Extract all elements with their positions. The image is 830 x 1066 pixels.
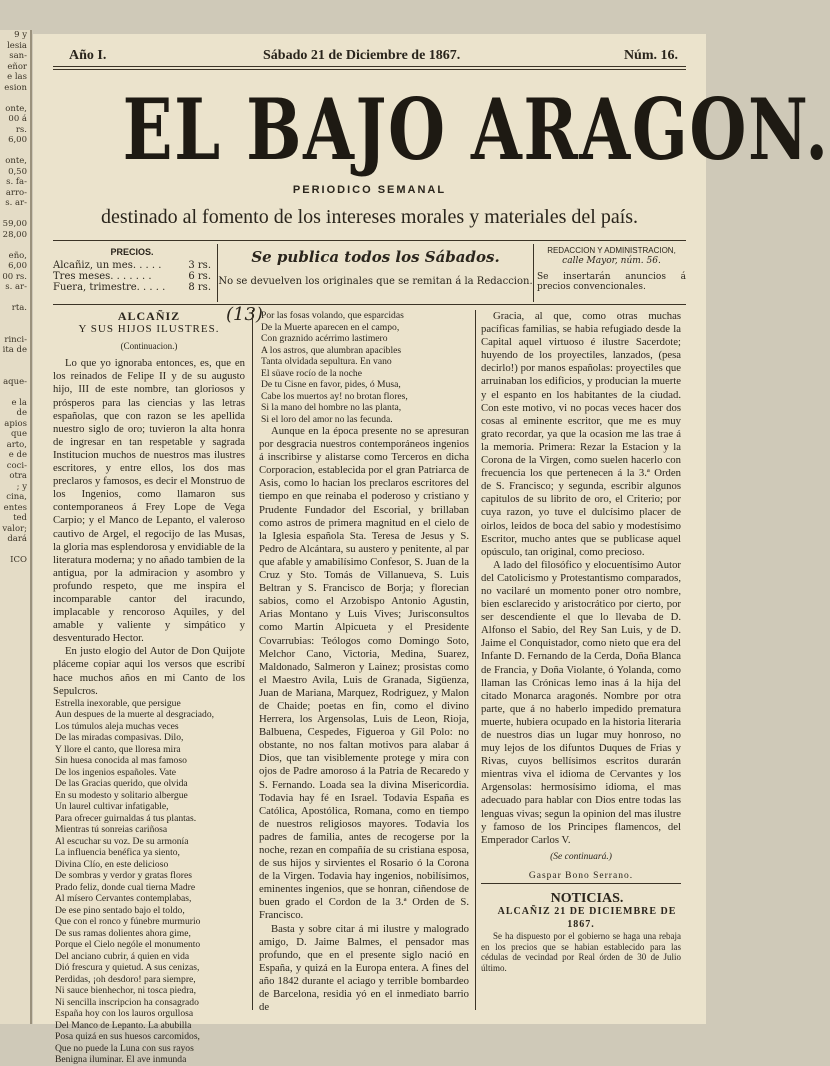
office-title: REDACCION Y ADMINISTRACION, — [547, 246, 676, 255]
poem-line: Aun despues de la muerte al desgraciado, — [55, 709, 215, 721]
previous-page-fragment: 0,50 — [8, 166, 27, 177]
previous-page-fragment: otra — [9, 471, 27, 481]
price-label: Fuera, trimestre. . . . . — [53, 282, 166, 293]
poem-line: La influencia benéfica ya siento, — [55, 847, 180, 859]
poem-line: De sombras y verdor y gratas flores — [55, 870, 192, 882]
previous-page-fragment: arto, — [6, 439, 27, 450]
previous-page-fragment — [0, 314, 30, 325]
poem-line: Para ofrecer guirnaldas á tus plantas. — [55, 812, 197, 824]
previous-page-fragment: aque- — [3, 376, 27, 387]
previous-page-fragment: ita de — [2, 345, 27, 355]
newspaper-page — [33, 34, 830, 1066]
news-item: Se ha dispuesto por el gobierno se haga una rebaja en los precios que se habian establecido para las cédulas de vecindad por Real órden de 30 de Julio último. — [481, 931, 681, 973]
poem-line: Tanta olvidada sepultura. En vano — [261, 356, 392, 367]
poem-line: Un laurel cultivar infatigable, — [55, 801, 169, 813]
poem-line: Si la mano del hombre no las planta, — [261, 402, 402, 413]
poem-line: Mientras tú sonreias cariñosa — [55, 824, 168, 836]
article-paragraph: En justo elogio del Autor de Don Quijote pláceme copiar aqui los versos que escribí hace muchos años en mi Canto de los Sepulcros. — [53, 645, 245, 697]
poem-line: Del anciano cubrir, á quien en vida — [55, 950, 190, 962]
publication-box — [217, 244, 534, 302]
price-value: 6 rs. — [188, 271, 211, 282]
poem-line: De ese pino sentado bajo el toldo, — [55, 904, 185, 916]
publication-schedule: Se publica todos los Sábados. — [251, 248, 500, 266]
previous-page-fragment: san- — [9, 51, 27, 61]
previous-page-fragment: dará — [7, 534, 27, 544]
poem-line: Que con el ronco y fúnebre murmurio — [55, 916, 201, 928]
price-row — [53, 260, 211, 271]
previous-page-fragment: valor; — [2, 523, 27, 534]
poem-line: Y llore el canto, que lloresa mira — [55, 743, 181, 755]
poem-line: Por las fosas volando, que esparcidas — [261, 310, 404, 321]
poem-line: Benigna iluminar. El ave inmunda — [55, 1054, 187, 1066]
poem-line: Porque el Cielo nególe el monumento — [55, 939, 201, 951]
article-paragraph: Gracia, al que, como otras muchas pacíficas familias, se habia refugiado desde la Capital aquel virtuoso é ilustre Sacerdote; huyendo de los proyectiles, lanzados, (pesa decirlo!) por manos españolas: proyectiles que arruinaban los edificios, y producian la muerte y el espanto en los habitantes de la ciudad. Con este motivo, vi no pocas veces hacer dos cosas al eminente escritor, que me es muy grato recordar, ya que la ocasion me las trae á la memoria. Primera: Rezar la Estacion y la Corona de la Virgen, como suelen hacerlo con frecuencia los que pertenecen á la 3.ª Orden de S. Francisco; y segunda, escribir algunos capitulos de su librito de oro, el Criterio; por cuya razon, yo tuve el dulcísimo placer de oirlos, leidos de boca del sabio y modestísimo Escritor, mucho antes que se publicase aquel opúsculo, tan original, como precioso. — [481, 310, 681, 558]
masthead-tagline: destinado al fomento de los intereses morales y materiales del país. — [100, 206, 639, 228]
issue-number: Núm. 16. — [623, 48, 678, 63]
previous-page-fragment: ICO — [10, 555, 27, 565]
previous-page-fragment — [0, 545, 30, 556]
publication-note: No se devuelven los originales que se remitan á la Redaccion. — [218, 276, 533, 287]
poem-line: Al mísero Cervantes contemplabas, — [55, 893, 192, 905]
column-2 — [259, 310, 469, 1014]
office-note: Se insertarán anuncios á precios convencionales. — [537, 272, 686, 292]
poem-line: Posa quizá en sus huesos carcomidos, — [55, 1031, 200, 1043]
previous-page-fragment: s. fa- — [6, 177, 27, 187]
previous-page-fragment: eñor — [7, 61, 27, 72]
previous-page-fragment — [0, 146, 30, 157]
price-row — [53, 282, 211, 293]
prices-box — [53, 244, 211, 302]
price-row — [53, 271, 211, 282]
issue-year: Año I. — [69, 48, 107, 63]
poem-line: El süave rocío de la noche — [261, 367, 362, 379]
poem-line: Estrella inexorable, que persigue — [55, 697, 181, 709]
previous-page-fragment: onte, — [5, 156, 27, 166]
infobar-top-rule — [53, 240, 686, 241]
previous-page-fragment: e la — [11, 397, 27, 408]
poem-line: Si el loro del amor no las fecunda. — [261, 413, 393, 425]
previous-page-fragment: eño, — [8, 250, 27, 261]
previous-page-fragment: 00 á — [8, 114, 27, 124]
news-date-line: ALCAÑIZ 21 DE DICIEMBRE DE 1867. — [497, 906, 677, 931]
previous-page-fragment: ted — [13, 513, 27, 523]
previous-page-fragment: 00 rs. — [2, 271, 27, 282]
previous-page-fragment — [0, 366, 30, 377]
previous-page-fragment: onte, — [5, 103, 27, 114]
article-paragraph: A lado del filosófico y elocuentísimo Autor del Catolicismo y Protestantismo comparados, no vacilaré un momento poner otro nombre, bien esclarecido y aristocrático por cierto, por ser descendiente el que lo llevaba de D. Alfonso el Sabio, del Rey San Luis, y de D. Jaime el Conquistador, como nieto que era del Infante D. Fernando de la Cerda, Doña Blanca de Francia, y Doña Violante, ó Yolanda, como llaman las Crónicas lemo inas á la hija del citado Monarca aragonés. Nombre por otra parte, que á no haberlo impedido prematura muerte, hubiera ocupado en la historia literaria de nuestros dias un lugar muy honroso, no muy lejos de los difuntos Duques de Frias y Rivas, cuyos bellísimos escritos durarán mientras viva el idioma de Cervantes y los Argensolas: hermosísimo idioma, el mas adecuado para hablar con Dios entre todas las lenguas vivas; segun la opinion del mas ilustre y famoso de los Principes flamencos, del Emperador Carlos V. — [481, 558, 681, 846]
previous-page-fragment: cina, — [6, 492, 27, 502]
previous-page-fragment: apios — [4, 418, 27, 429]
previous-page-fragment: que — [11, 429, 27, 439]
previous-page-fragment — [0, 387, 30, 398]
previous-page-fragment: 28,00 — [2, 229, 27, 240]
masthead-title: EL BAJO ARAGON. — [122, 80, 830, 179]
previous-page-fragment — [0, 209, 30, 220]
masthead-subtitle: PERIODICO SEMANAL — [292, 184, 447, 196]
poem-line: Cabe los muertos ay! no brotan flores, — [261, 390, 408, 402]
previous-page-fragment: ; y — [16, 481, 27, 492]
issue-date: Sábado 21 de Diciembre de 1867. — [263, 48, 461, 63]
poem-line: Del Manco de Lepanto. La abubilla — [55, 1019, 192, 1031]
handwritten-page-number: (13) — [226, 304, 263, 325]
article-author: Gaspar Bono Serrano. — [528, 870, 634, 881]
column-divider-2 — [475, 310, 476, 1010]
article-to-be-continued: (Se continuará.) — [550, 851, 612, 862]
poem-line: De las Gracias querido, que olvida — [55, 778, 188, 790]
article-heading: ALCAÑIZ — [117, 309, 181, 323]
previous-page-fragment: s. ar- — [5, 282, 27, 292]
poem-line: De los ingenios españoles. Vate — [55, 766, 177, 778]
price-label: Tres meses. . . . . . . — [53, 271, 152, 282]
poem-line: De sus ramas dolientes ahora gime, — [55, 927, 191, 939]
price-value: 3 rs. — [188, 260, 211, 271]
poem-line: Que no puede la Luna con sus rayos — [55, 1042, 194, 1054]
previous-page-fragment: coci- — [6, 460, 27, 471]
poem-line: Sin huesa conocida al mas famoso — [55, 755, 187, 767]
poem-line: De tu Cisne en favor, pides, ó Musa, — [261, 379, 401, 390]
article-paragraph: Aunque en la época presente no se apresuran por desgracia nuestros contemporáneos ingenios á inscribirse y alistarse como Terceros en dicha Corporacion, establecida por el gran Patriarca de Asis, como lo hacian los preclaros escritores del tiempo en que reinaba el poderoso y cristiano y Prudente Fundador del Escorial, y brillaban como astros de primera magnitud en el cielo de la Iglesia española Sta. Teresa de Jesus y S. Pedro de Alcántara, su austero y penitente, al par que afable y amabilísimo Confesor, S. Juan de la Cruz y Sto. Tomás de Villanueva, S. Luis Beltran y S. Francisco de Borja; y florecian sabios, como el Arzobispo Antonio Agustin, Arias Montano y Luis Vives; Jurisconsultos como Martin Alpicueta y el Presidente Covarrubias: Teólogos como Domingo Soto, Melchor Cano, Victoria, Medina, Suarez, Maldonado, Salmeron y Lainez; prosistas como el Maestro Avila, Luis de Granada, Sigüenza, Juan de Mariana, Marquez, Rodriguez, y Malon de Chaide; poetas en fin, como el divino Herrera, los Argensolas, Luis de Leon, Rioja, Balbuena, Cespedes, Figueroa y Gil Polo: no obstante, no nos faltan motivos para alabar á Dios, que tan visiblemente protege y mira con ojos de Padre amoroso á la Patria de Recaredo y S. Fernando. Loada sea la divina Misericordia. Todavia hay fé en Israel. Todavia España es Católica, Apostólica, Romana, como en tiempo de nuestros religiosos mayores. Todavia los padres de familia, antes de recogerse por la noche, rezan en compañía de su cristiana esposa, de sus hijos y sirvientes el Rosario ó la Corona de la Virgen. Todavia hay ingenios, nobilísimos, eminentes ingenios, que se honran, ciñendose de buen grado el Cordon de la 3.ª Orden de S. Francisco. — [259, 425, 469, 922]
column-divider-1 — [252, 310, 253, 1010]
previous-page-fragment: 6,00 — [8, 135, 27, 145]
infobar-bottom-rule — [53, 304, 686, 305]
previous-page-fragment — [0, 240, 30, 251]
poem-line: De la Muerte aparecen en el campo, — [261, 321, 400, 333]
info-bar — [53, 244, 686, 302]
previous-page-strip — [0, 30, 32, 1024]
poem-line: Dió frescura y quietud. A sus cenizas, — [55, 962, 200, 974]
poem-line: España hoy con los lauros orgullosa — [55, 1008, 194, 1020]
top-rule — [53, 66, 686, 67]
price-value: 8 rs. — [188, 282, 211, 293]
previous-page-fragment — [0, 324, 30, 335]
news-heading: NOTICIAS. — [481, 883, 681, 905]
prices-title: PRECIOS. — [110, 247, 154, 257]
previous-page-fragment — [0, 293, 30, 304]
poem-line: Al escuchar su voz. De su armonía — [55, 835, 189, 847]
poem-line: Perdidas, ¡oh desdoro! para siempre, — [55, 973, 196, 985]
previous-page-fragment — [0, 356, 30, 367]
previous-page-fragment: 6,00 — [8, 261, 27, 271]
column-3 — [481, 310, 681, 1010]
poem-line: De las miradas compasivas. Dilo, — [55, 732, 184, 744]
poem-line: Ni sencilla inscripcion ha consagrado — [55, 996, 199, 1008]
previous-page-fragment: rta. — [11, 303, 27, 313]
previous-page-fragment: de — [16, 408, 27, 418]
previous-page-fragment: s. ar- — [5, 198, 27, 208]
price-label: Alcañiz, un mes. . . . . — [53, 260, 162, 271]
poem-line: En su modesto y solitario albergue — [55, 789, 188, 801]
previous-page-fragment: 59,00 — [2, 219, 27, 229]
previous-page-fragment: lesia — [7, 40, 27, 51]
poem-line: Ni sauce bienhechor, ni tosca piedra, — [55, 985, 197, 997]
previous-page-fragment: e de — [8, 450, 27, 460]
poem-line: Con graznido acérrimo lastimero — [261, 333, 388, 344]
article-continuation: (Continuacion.) — [120, 341, 178, 352]
article-paragraph: Lo que yo ignoraba entonces, es, que en los reinados de Felipe II y de su augusto hijo, III de este nombre, tan gloriosos y prósperos para las ciencias y las letras españolas, que con razon se les apellida nuestro siglo de oro; tuvieron la alta honra de ingresar en tan respetable y sagrada Institucion muchos de nuestros mas ilustres escritores, y entre ellos, los dos mas preclaros y famosos, es decir el Monstruo de los Ingenios, como llamaron sus contemporaneos á Frey Lope de Vega Carpio; y el Manco de Lepanto, el valeroso cautivo de Argel, el regocijo de las Musas, la gloria mas esplendorosa y envidiable de la literatura moderna; y no añado tambien de la antigua, por la admiracion y asombro y profundo respeto, que me inspira el incomparable cantor del iracundo, implacable y rencoroso Aquiles, y del amable y valiente y simpático y desventurado Hector. — [53, 357, 246, 645]
top-rule-2 — [53, 69, 686, 70]
poem-line: A los astros, que alumbran apacibles — [261, 344, 402, 356]
previous-page-fragment: entes — [3, 502, 27, 513]
previous-page-fragment: 9 y — [14, 30, 27, 40]
article-subheading: Y SUS HIJOS ILUSTRES. — [78, 323, 220, 336]
previous-page-fragment: rinci- — [4, 334, 27, 345]
previous-page-fragment: esion — [4, 82, 27, 93]
column-1 — [53, 309, 246, 1066]
poem-line: Divina Clío, en este delicioso — [55, 858, 169, 870]
office-box — [537, 244, 686, 302]
previous-page-fragment — [0, 93, 30, 104]
article-paragraph: Basta y sobre citar á mi ilustre y malogrado amigo, D. Jaime Balmes, el pensador mas profundo, que en el presente siglo nació en España, y quizá en la Europa entera. A fines del año 1842 durante el aciago y terrible bombardeo de Barcelona, residia yó en el inmediato barrio de — [259, 922, 469, 1014]
previous-page-fragment: rs. — [15, 124, 27, 135]
office-address: calle Mayor, núm. 56. — [562, 256, 661, 266]
previous-page-fragment: e las — [7, 72, 27, 82]
poem-line: Prado feliz, donde cual tierna Madre — [55, 881, 196, 893]
issue-line — [53, 48, 686, 64]
previous-page-fragment: arro- — [5, 187, 27, 198]
poem-line: Los túmulos aleja muchas veces — [55, 720, 179, 732]
